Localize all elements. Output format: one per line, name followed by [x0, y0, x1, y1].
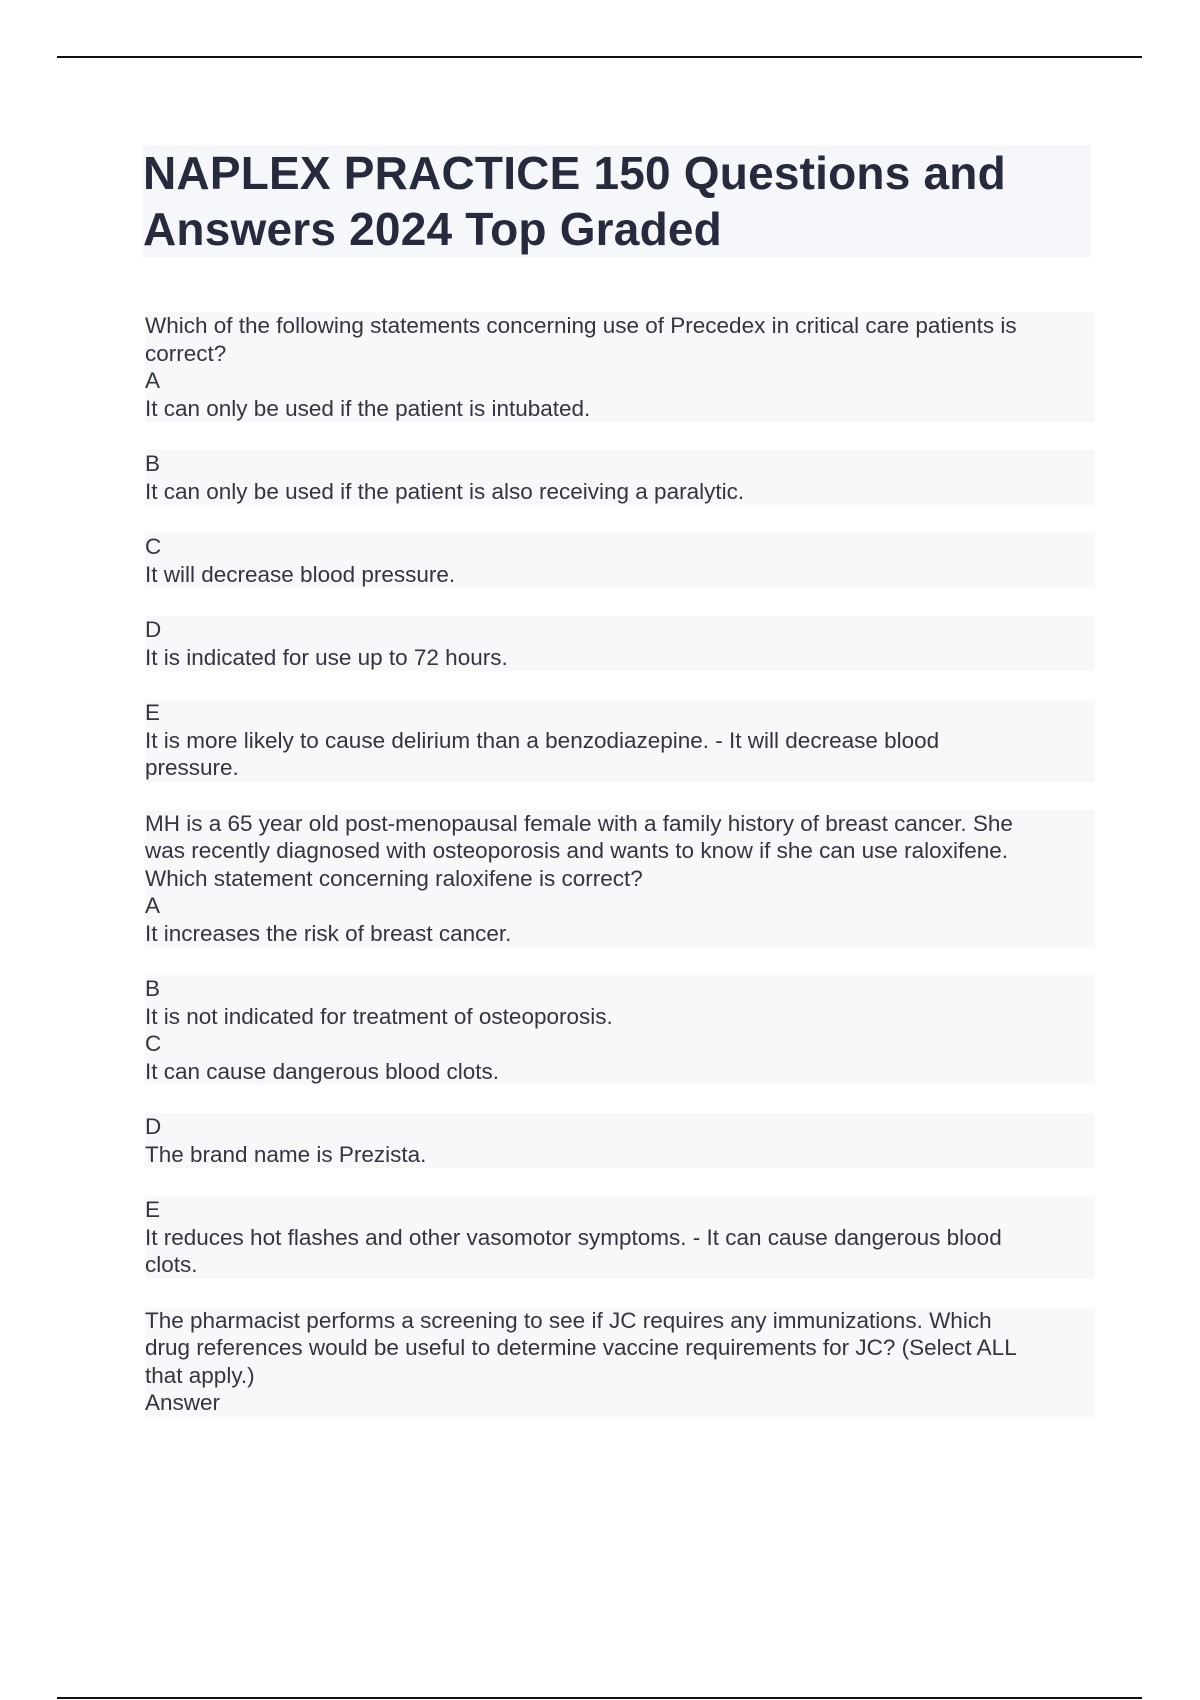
- option-letter: D: [145, 1114, 162, 1139]
- question-2-stem: [145, 810, 1095, 948]
- question-3-stem: [145, 1307, 1095, 1417]
- question-2-stem-line: MH is a 65 year old post-menopausal female with a family history of breast cancer. She: [145, 810, 1013, 836]
- title-line-2: Answers 2024 Top Graded: [143, 203, 722, 255]
- option-text: It increases the risk of breast cancer.: [145, 920, 512, 946]
- option-letter: B: [145, 451, 161, 476]
- question-3-stem-line: that apply.): [145, 1362, 255, 1388]
- option-letter: A: [145, 368, 161, 393]
- question-1-stem-line: correct?: [145, 340, 227, 366]
- question-2-stem-line: was recently diagnosed with osteoporosis and wants to know if she can use raloxifene.: [145, 838, 1008, 863]
- option-text: It is indicated for use up to 72 hours.: [145, 644, 508, 670]
- option-letter: B: [145, 976, 161, 1001]
- page-title: [143, 145, 1091, 257]
- question-2-option-d: [145, 1113, 1095, 1168]
- question-3-stem-line: drug references would be useful to determine vaccine requirements for JC? (Select ALL: [145, 1335, 1017, 1360]
- question-2-option-b-c: [145, 975, 1095, 1085]
- title-block: [143, 145, 1091, 257]
- option-letter: C: [145, 1031, 162, 1056]
- option-text: It can only be used if the patient is intubated.: [145, 395, 591, 421]
- option-text: It can cause dangerous blood clots.: [145, 1058, 499, 1084]
- option-text: It can only be used if the patient is also receiving a paralytic.: [145, 478, 745, 504]
- question-2-option-e: [145, 1196, 1095, 1279]
- top-rule: [57, 56, 1142, 58]
- option-text: It is more likely to cause delirium than a benzodiazepine. - It will decrease blood: [145, 727, 940, 753]
- option-text: clots.: [145, 1252, 198, 1277]
- title-line-1: NAPLEX PRACTICE 150 Questions and: [143, 147, 1006, 199]
- question-2-stem-line: Which statement concerning raloxifene is correct?: [145, 865, 643, 891]
- option-letter: D: [145, 617, 162, 642]
- question-3-stem-line: The pharmacist performs a screening to see if JC requires any immunizations. Which: [145, 1307, 992, 1333]
- option-text: pressure.: [145, 755, 239, 780]
- answer-label: Answer: [145, 1390, 221, 1415]
- option-letter: E: [145, 700, 161, 725]
- question-1-option-e: [145, 699, 1095, 782]
- document-body: [145, 312, 1095, 1417]
- option-letter: E: [145, 1197, 161, 1222]
- question-1-option-c: [145, 533, 1095, 588]
- question-1-option-b: [145, 450, 1095, 505]
- option-letter: C: [145, 534, 162, 559]
- question-1-stem-line: Which of the following statements concerning use of Precedex in critical care patients is: [145, 313, 1017, 338]
- option-text: It reduces hot flashes and other vasomotor symptoms. - It can cause dangerous blood: [145, 1224, 1002, 1250]
- option-letter: A: [145, 893, 161, 918]
- option-text: It is not indicated for treatment of osteoporosis.: [145, 1003, 613, 1029]
- question-1-option-d: [145, 616, 1095, 671]
- option-text: It will decrease blood pressure.: [145, 561, 456, 587]
- question-1-stem: [145, 312, 1095, 422]
- option-text: The brand name is Prezista.: [145, 1141, 427, 1167]
- bottom-rule: [57, 1697, 1142, 1699]
